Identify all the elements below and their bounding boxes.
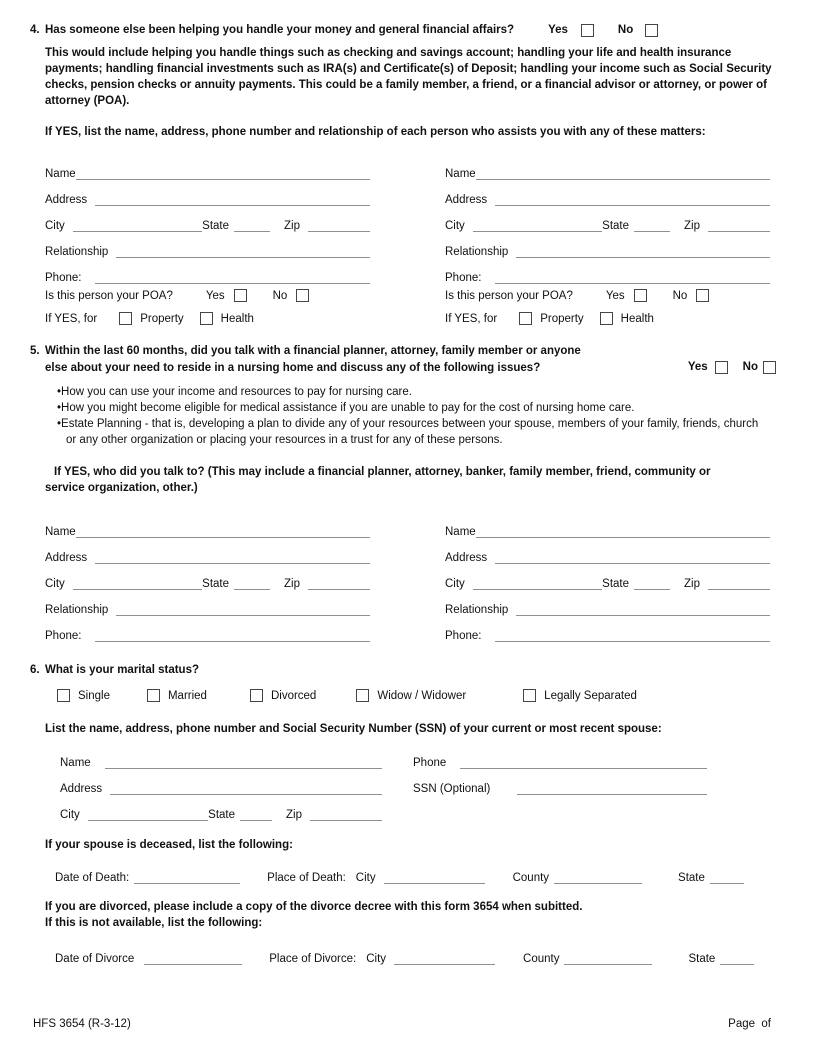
helper2-relationship-input[interactable]	[516, 245, 770, 258]
q5-no-label: No	[742, 361, 758, 373]
contact2-zip-label: Zip	[684, 578, 700, 590]
married-checkbox[interactable]	[147, 689, 160, 702]
question-5-title-line1: Within the last 60 months, did you talk with a financial planner, attorney, family member or anyone	[45, 345, 581, 357]
helper1-property-checkbox[interactable]	[119, 312, 132, 325]
date-of-death-label: Date of Death:	[55, 872, 130, 884]
helper2-if-yes-for-label: If YES, for	[445, 312, 498, 325]
contact1-address-input[interactable]	[95, 551, 370, 564]
question-5-row	[30, 343, 776, 376]
legally-separated-label: Legally Separated	[544, 689, 637, 702]
spouse-address-input[interactable]	[110, 782, 382, 795]
q5-no-checkbox[interactable]	[763, 361, 776, 374]
contact2-zip-input[interactable]	[708, 577, 770, 590]
marital-status-options	[57, 687, 776, 704]
spouse-instruction: List the name, address, phone number and Social Security Number (SSN) of your current or most recent spouse:	[45, 723, 662, 735]
q5-contact-columns	[45, 512, 776, 642]
married-label: Married	[167, 689, 207, 702]
death-county-input[interactable]	[554, 871, 642, 884]
helper1-block	[45, 154, 370, 330]
helper2-poa-question: Is this person your POA?	[445, 289, 573, 302]
contact1-name-input[interactable]	[76, 525, 370, 538]
helper2-address-label: Address	[445, 194, 488, 206]
helper1-zip-label: Zip	[284, 220, 300, 232]
helper2-state-label: State	[602, 220, 630, 232]
question-4-row	[30, 22, 776, 38]
helper1-poa-yes-label: Yes	[205, 289, 225, 302]
spouse-phone-label: Phone	[413, 757, 447, 769]
divorce-city-input[interactable]	[394, 952, 495, 965]
helper2-city-input[interactable]	[473, 219, 602, 232]
date-of-divorce-input[interactable]	[144, 952, 242, 965]
contact1-state-label: State	[202, 578, 230, 590]
contact2-relationship-input[interactable]	[516, 603, 770, 616]
spouse-left-column	[60, 743, 382, 821]
helper1-state-input[interactable]	[234, 219, 270, 232]
divorced-checkbox[interactable]	[250, 689, 263, 702]
divorce-state-input[interactable]	[720, 952, 754, 965]
spouse-ssn-label: SSN (Optional)	[413, 783, 491, 795]
helper2-name-label: Name	[445, 168, 476, 180]
date-of-death-input[interactable]	[134, 871, 240, 884]
helper2-health-label: Health	[620, 312, 654, 325]
place-of-death-label: Place of Death:	[267, 872, 346, 884]
q4-yes-checkbox[interactable]	[581, 24, 594, 37]
helper2-phone-input[interactable]	[495, 271, 770, 284]
q4-helper-columns	[45, 154, 776, 330]
spouse-name-input[interactable]	[105, 756, 382, 769]
q5-if-yes-instruction: If YES, who did you talk to? (This may include a financial planner, attorney, banker, family member, friend, community or service organization, other.)	[45, 466, 711, 494]
death-city-input[interactable]	[384, 871, 485, 884]
contact2-phone-label: Phone:	[445, 630, 482, 642]
spouse-phone-input[interactable]	[460, 756, 707, 769]
date-of-divorce-label: Date of Divorce	[55, 953, 135, 965]
helper1-relationship-input[interactable]	[116, 245, 370, 258]
divorce-county-label: County	[523, 953, 560, 965]
divorce-city-label: City	[366, 953, 387, 965]
helper1-poa-question: Is this person your POA?	[45, 289, 173, 302]
spouse-state-input[interactable]	[240, 808, 272, 821]
widow-widower-label: Widow / Widower	[377, 689, 467, 702]
death-county-label: County	[512, 872, 550, 884]
helper1-poa-no-label: No	[272, 289, 288, 302]
form-number: HFS 3654 (R-3-12)	[33, 1018, 131, 1030]
single-checkbox[interactable]	[57, 689, 70, 702]
single-label: Single	[78, 689, 110, 702]
contact1-state-input[interactable]	[234, 577, 270, 590]
helper2-relationship-label: Relationship	[445, 246, 509, 258]
contact2-block	[445, 512, 770, 642]
spouse-info-grid	[30, 743, 776, 821]
q5-yes-checkbox[interactable]	[715, 361, 728, 374]
contact1-phone-label: Phone:	[45, 630, 82, 642]
helper1-health-label: Health	[220, 312, 254, 325]
divorce-row	[55, 939, 776, 965]
divorced-instruction-line1: If you are divorced, please include a copy of the divorce decree with this form 3654 when subitted.	[45, 901, 583, 913]
q5-bullet-list	[57, 384, 763, 448]
helper1-if-yes-for-label: If YES, for	[45, 312, 98, 325]
q4-no-checkbox[interactable]	[645, 24, 658, 37]
contact2-city-label: City	[445, 578, 465, 590]
contact2-city-input[interactable]	[473, 577, 602, 590]
contact2-phone-input[interactable]	[495, 629, 770, 642]
legally-separated-checkbox[interactable]	[523, 689, 536, 702]
helper1-poa-no-checkbox[interactable]	[296, 289, 309, 302]
helper1-state-label: State	[202, 220, 230, 232]
contact1-relationship-label: Relationship	[45, 604, 109, 616]
spouse-state-label: State	[208, 809, 236, 821]
helper1-city-input[interactable]	[73, 219, 202, 232]
question-4-title: Has someone else been helping you handle your money and general financial affairs?	[45, 24, 515, 36]
contact1-relationship-input[interactable]	[116, 603, 370, 616]
helper2-block	[445, 154, 770, 330]
helper1-health-checkbox[interactable]	[200, 312, 213, 325]
divorced-instruction	[45, 900, 776, 931]
helper2-zip-input[interactable]	[708, 219, 770, 232]
helper1-city-label: City	[45, 220, 65, 232]
helper2-poa-no-label: No	[672, 289, 688, 302]
contact2-state-label: State	[602, 578, 630, 590]
spouse-city-input[interactable]	[88, 808, 208, 821]
q5-bullet-3: • Estate Planning - that is, developing a plan to divide any of your resources between your spouse, members of your family, friends, church or any other organization or placing your resources in a trust for any of these persons.	[57, 416, 763, 448]
helper1-name-input[interactable]	[76, 167, 370, 180]
helper1-poa-yes-checkbox[interactable]	[234, 289, 247, 302]
spouse-right-column	[413, 743, 707, 821]
contact1-zip-label: Zip	[284, 578, 300, 590]
helper2-property-checkbox[interactable]	[519, 312, 532, 325]
contact2-address-input[interactable]	[495, 551, 770, 564]
helper1-zip-input[interactable]	[308, 219, 370, 232]
question-4-number: 4.	[30, 24, 40, 36]
helper1-address-label: Address	[45, 194, 88, 206]
q5-yes-label: Yes	[687, 361, 708, 373]
death-state-input[interactable]	[710, 871, 744, 884]
helper1-address-input[interactable]	[95, 193, 370, 206]
helper2-state-input[interactable]	[634, 219, 670, 232]
helper2-poa-no-checkbox[interactable]	[696, 289, 709, 302]
page-footer	[33, 1018, 771, 1030]
spouse-address-label: Address	[60, 783, 103, 795]
helper2-city-label: City	[445, 220, 465, 232]
death-row	[55, 858, 776, 884]
contact2-relationship-label: Relationship	[445, 604, 509, 616]
death-state-label: State	[678, 872, 705, 884]
contact2-name-label: Name	[445, 526, 476, 538]
page-number-label: Page of	[728, 1018, 771, 1030]
helper2-poa-yes-checkbox[interactable]	[634, 289, 647, 302]
divorce-state-label: State	[688, 953, 716, 965]
contact1-address-label: Address	[45, 552, 88, 564]
q4-yes-label: Yes	[548, 24, 568, 36]
contact1-phone-input[interactable]	[95, 629, 370, 642]
divorced-instruction-line2: If this is not available, list the following:	[45, 916, 263, 929]
spouse-city-label: City	[60, 809, 80, 821]
widow-widower-checkbox[interactable]	[356, 689, 369, 702]
helper1-name-label: Name	[45, 168, 76, 180]
q5-bullet-1: • How you can use your income and resources to pay for nursing care.	[57, 384, 763, 400]
q4-if-yes-instruction: If YES, list the name, address, phone number and relationship of each person who assists you with any of these matters:	[45, 126, 706, 138]
q4-description: This would include helping you handle things such as checking and savings account; handling your life and health insurance payments; handling financial investments such as IRA(s) and Certificate(s) of Deposit; handling your income such as Social Security checks, pension checks or annuity payments. This could be a family member, a friend, or a financial advisor or attorney, or power of attorney (POA).	[45, 47, 772, 107]
helper2-address-input[interactable]	[495, 193, 770, 206]
contact1-zip-input[interactable]	[308, 577, 370, 590]
death-city-label: City	[355, 872, 376, 884]
contact2-state-input[interactable]	[634, 577, 670, 590]
helper1-phone-input[interactable]	[95, 271, 370, 284]
contact1-block	[45, 512, 370, 642]
helper2-name-input[interactable]	[476, 167, 770, 180]
question-6-number: 6.	[30, 664, 40, 676]
helper2-zip-label: Zip	[684, 220, 700, 232]
helper2-property-label: Property	[540, 312, 584, 325]
spouse-zip-label: Zip	[286, 809, 302, 821]
deceased-instruction: If your spouse is deceased, list the following:	[45, 839, 293, 851]
question-6-row	[30, 662, 776, 678]
contact2-address-label: Address	[445, 552, 488, 564]
contact2-name-input[interactable]	[476, 525, 770, 538]
divorce-county-input[interactable]	[564, 952, 652, 965]
helper2-phone-label: Phone:	[445, 272, 482, 284]
contact1-name-label: Name	[45, 526, 76, 538]
q4-no-label: No	[617, 24, 634, 36]
contact1-city-label: City	[45, 578, 65, 590]
helper2-poa-yes-label: Yes	[605, 289, 625, 302]
spouse-ssn-input[interactable]	[517, 782, 707, 795]
spouse-zip-input[interactable]	[310, 808, 382, 821]
question-5-title-line2: else about your need to reside in a nursing home and discuss any of the following issues?	[45, 361, 541, 374]
place-of-divorce-label: Place of Divorce:	[269, 953, 357, 965]
helper1-phone-label: Phone:	[45, 272, 82, 284]
question-5-number: 5.	[30, 345, 40, 357]
divorced-label: Divorced	[270, 689, 317, 702]
helper1-property-label: Property	[140, 312, 184, 325]
q5-bullet-2: • How you might become eligible for medical assistance if you are unable to pay for the cost of nursing home care.	[57, 400, 763, 416]
contact1-city-input[interactable]	[73, 577, 202, 590]
helper2-health-checkbox[interactable]	[600, 312, 613, 325]
spouse-name-label: Name	[60, 757, 91, 769]
helper1-relationship-label: Relationship	[45, 246, 109, 258]
question-6-title: What is your marital status?	[45, 664, 200, 676]
